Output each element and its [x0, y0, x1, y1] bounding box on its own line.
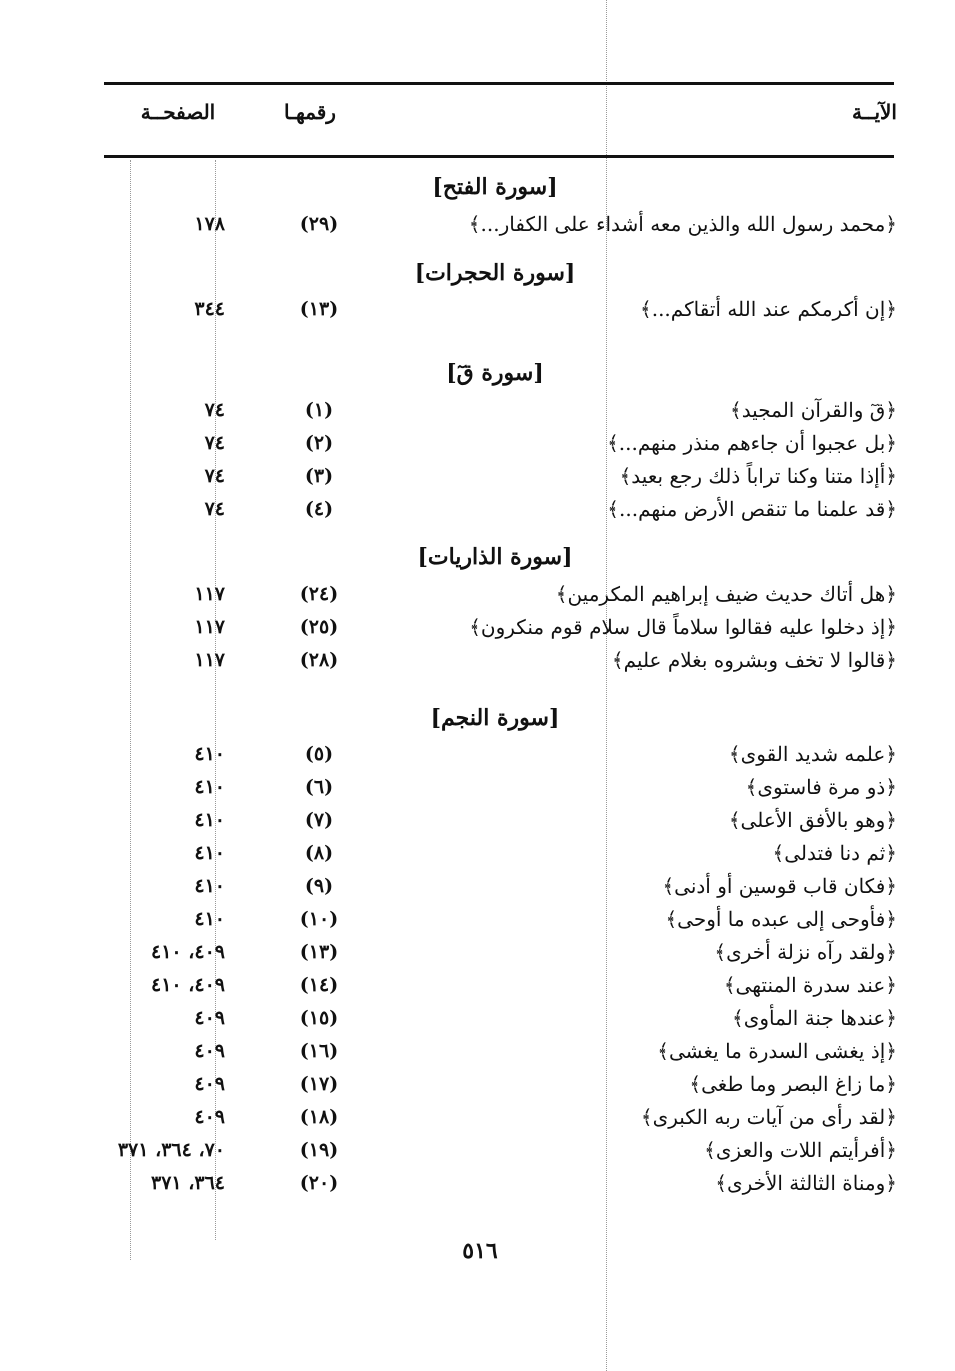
top-rule [104, 82, 894, 85]
ayah-text: ﴿أفرأيتم اللات والعزى﴾ [704, 1138, 897, 1162]
table-row [0, 804, 955, 836]
ayah-number: (٢٠) [299, 1172, 339, 1194]
table-row [0, 969, 955, 1001]
ayah-number: (١) [304, 399, 334, 421]
ayah-text: ﴿وهو بالأفق الأعلى﴾ [728, 808, 897, 832]
ayah-number: (٨) [304, 842, 334, 864]
table-row [0, 611, 955, 643]
page-reference: ٤١٠ [194, 809, 225, 831]
page-reference: ٤٠٩ [194, 1040, 225, 1062]
ayah-number: (١٧) [299, 1073, 339, 1095]
ayah-text: ﴿فكان قاب قوسين أو أدنى﴾ [662, 874, 897, 898]
page-reference: ٤٠٩، ٤١٠ [151, 941, 225, 963]
ayah-text: ﴿عندها جنة المأوى﴾ [732, 1006, 897, 1030]
ayah-number: (١٦) [299, 1040, 339, 1062]
table-row [0, 1101, 955, 1133]
page-reference: ٤٠٩ [194, 1073, 225, 1095]
page-reference: ١١٧ [194, 649, 225, 671]
surah-heading: [سورة النجم] [430, 705, 560, 731]
page-reference: ٤١٠ [194, 875, 225, 897]
table-row [0, 578, 955, 610]
page-reference: ١١٧ [194, 616, 225, 638]
table-row [0, 837, 955, 869]
column-header-number: رقمهـا [284, 100, 336, 124]
table-row [0, 903, 955, 935]
ayah-text: ﴿أإذا متنا وكنا تراباً ذلك رجع بعيد﴾ [619, 464, 897, 488]
table-row [0, 208, 955, 240]
ayah-text: ﴿قالوا لا تخف وبشروه بغلام عليم﴾ [611, 648, 897, 672]
ayah-number: (٢٨) [299, 649, 339, 671]
page-reference: ٧٤ [204, 498, 225, 520]
ayah-text: ﴿إن أكرمكم عند الله أتقاكم...﴾ [640, 297, 897, 321]
table-row [0, 293, 955, 325]
ayah-number: (١٩) [299, 1139, 339, 1161]
page-reference: ٤١٠ [194, 776, 225, 798]
surah-heading: [سورة الفتح] [432, 174, 558, 200]
page-reference: ٣٦٤، ٣٧١ [151, 1172, 225, 1194]
ayah-number: (١٠) [299, 908, 339, 930]
ayah-text: ﴿عند سدرة المنتهى﴾ [723, 973, 897, 997]
table-row [0, 1068, 955, 1100]
ayah-text: ﴿فأوحى إلى عبده ما أوحى﴾ [665, 907, 897, 931]
header-rule [104, 155, 894, 158]
page-reference: ١٧٨ [194, 213, 225, 235]
table-row [0, 394, 955, 426]
ayah-number: (١٣) [299, 941, 339, 963]
ayah-number: (١٤) [299, 974, 339, 996]
column-header-ayah: الآيــة [852, 100, 897, 124]
ayah-text: ﴿علمه شديد القوى﴾ [728, 742, 897, 766]
page-reference: ٧٠، ٣٦٤، ٣٧١ [117, 1139, 225, 1161]
ayah-number: (٢٤) [299, 583, 339, 605]
table-row [0, 870, 955, 902]
ayah-number: (٩) [304, 875, 334, 897]
page-number: ٥١٦ [462, 1238, 498, 1264]
column-header-page: الصفحــة [140, 100, 216, 124]
table-row [0, 1035, 955, 1067]
ayah-number: (٣) [304, 465, 334, 487]
surah-heading: [سورة الحجرات] [414, 260, 576, 286]
ayah-text: ﴿إذ يغشى السدرة ما يغشى﴾ [657, 1039, 897, 1063]
page-reference: ٤١٠ [194, 842, 225, 864]
surah-heading: [سورة الذاريات] [417, 544, 573, 570]
table-row [0, 1167, 955, 1199]
page-reference: ٤٠٩ [194, 1106, 225, 1128]
ayah-text: ﴿قد علمنا ما تنقص الأرض منهم...﴾ [607, 497, 897, 521]
page-reference: ٤٠٩، ٤١٠ [151, 974, 225, 996]
ayah-number: (٥) [304, 743, 334, 765]
page-reference: ١١٧ [194, 583, 225, 605]
ayah-text: ﴿ما زاغ البصر وما طغى﴾ [689, 1072, 897, 1096]
ayah-text: ﴿هل أتاك حديث ضيف إبراهيم المكرمين﴾ [555, 582, 897, 606]
ayah-text: ﴿قٓ والقرآن المجيد﴾ [729, 398, 897, 422]
page-reference: ٧٤ [204, 432, 225, 454]
page-reference: ٤١٠ [194, 908, 225, 930]
ayah-text: ﴿ذو مرة فاستوى﴾ [745, 775, 897, 799]
surah-heading: [سورة قٓ] [446, 360, 544, 386]
table-row [0, 493, 955, 525]
table-row [0, 738, 955, 770]
ayah-text: ﴿إذ دخلوا عليه فقالوا سلاماً قال سلام قوم منكرون﴾ [469, 615, 897, 639]
ayah-number: (٤) [304, 498, 334, 520]
table-row [0, 771, 955, 803]
ayah-text: ﴿ومناة الثالثة الأخرى﴾ [715, 1171, 897, 1195]
ayah-number: (١٨) [299, 1106, 339, 1128]
ayah-text: ﴿محمد رسول الله والذين معه أشداء على الكفار...﴾ [468, 212, 897, 236]
table-row [0, 427, 955, 459]
ayah-number: (٢) [304, 432, 334, 454]
ayah-number: (١٥) [299, 1007, 339, 1029]
table-row [0, 1002, 955, 1034]
ayah-text: ﴿بل عجبوا أن جاءهم منذر منهم...﴾ [607, 431, 897, 455]
page-reference: ٣٤٤ [194, 298, 225, 320]
page-reference: ٧٤ [204, 465, 225, 487]
table-row [0, 644, 955, 676]
ayah-number: (٢٩) [299, 213, 339, 235]
table-row [0, 1134, 955, 1166]
ayah-number: (٢٥) [299, 616, 339, 638]
table-row [0, 936, 955, 968]
page-reference: ٤١٠ [194, 743, 225, 765]
ayah-number: (١٣) [299, 298, 339, 320]
ayah-text: ﴿ولقد رآه نزلة أخرى﴾ [714, 940, 897, 964]
ayah-text: ﴿لقد رأى من آيات ربه الكبرى﴾ [640, 1105, 897, 1129]
ayah-text: ﴿ثم دنا فتدلى﴾ [772, 841, 897, 865]
ayah-number: (٧) [304, 809, 334, 831]
page-reference: ٧٤ [204, 399, 225, 421]
ayah-number: (٦) [304, 776, 334, 798]
page-reference: ٤٠٩ [194, 1007, 225, 1029]
table-row [0, 460, 955, 492]
